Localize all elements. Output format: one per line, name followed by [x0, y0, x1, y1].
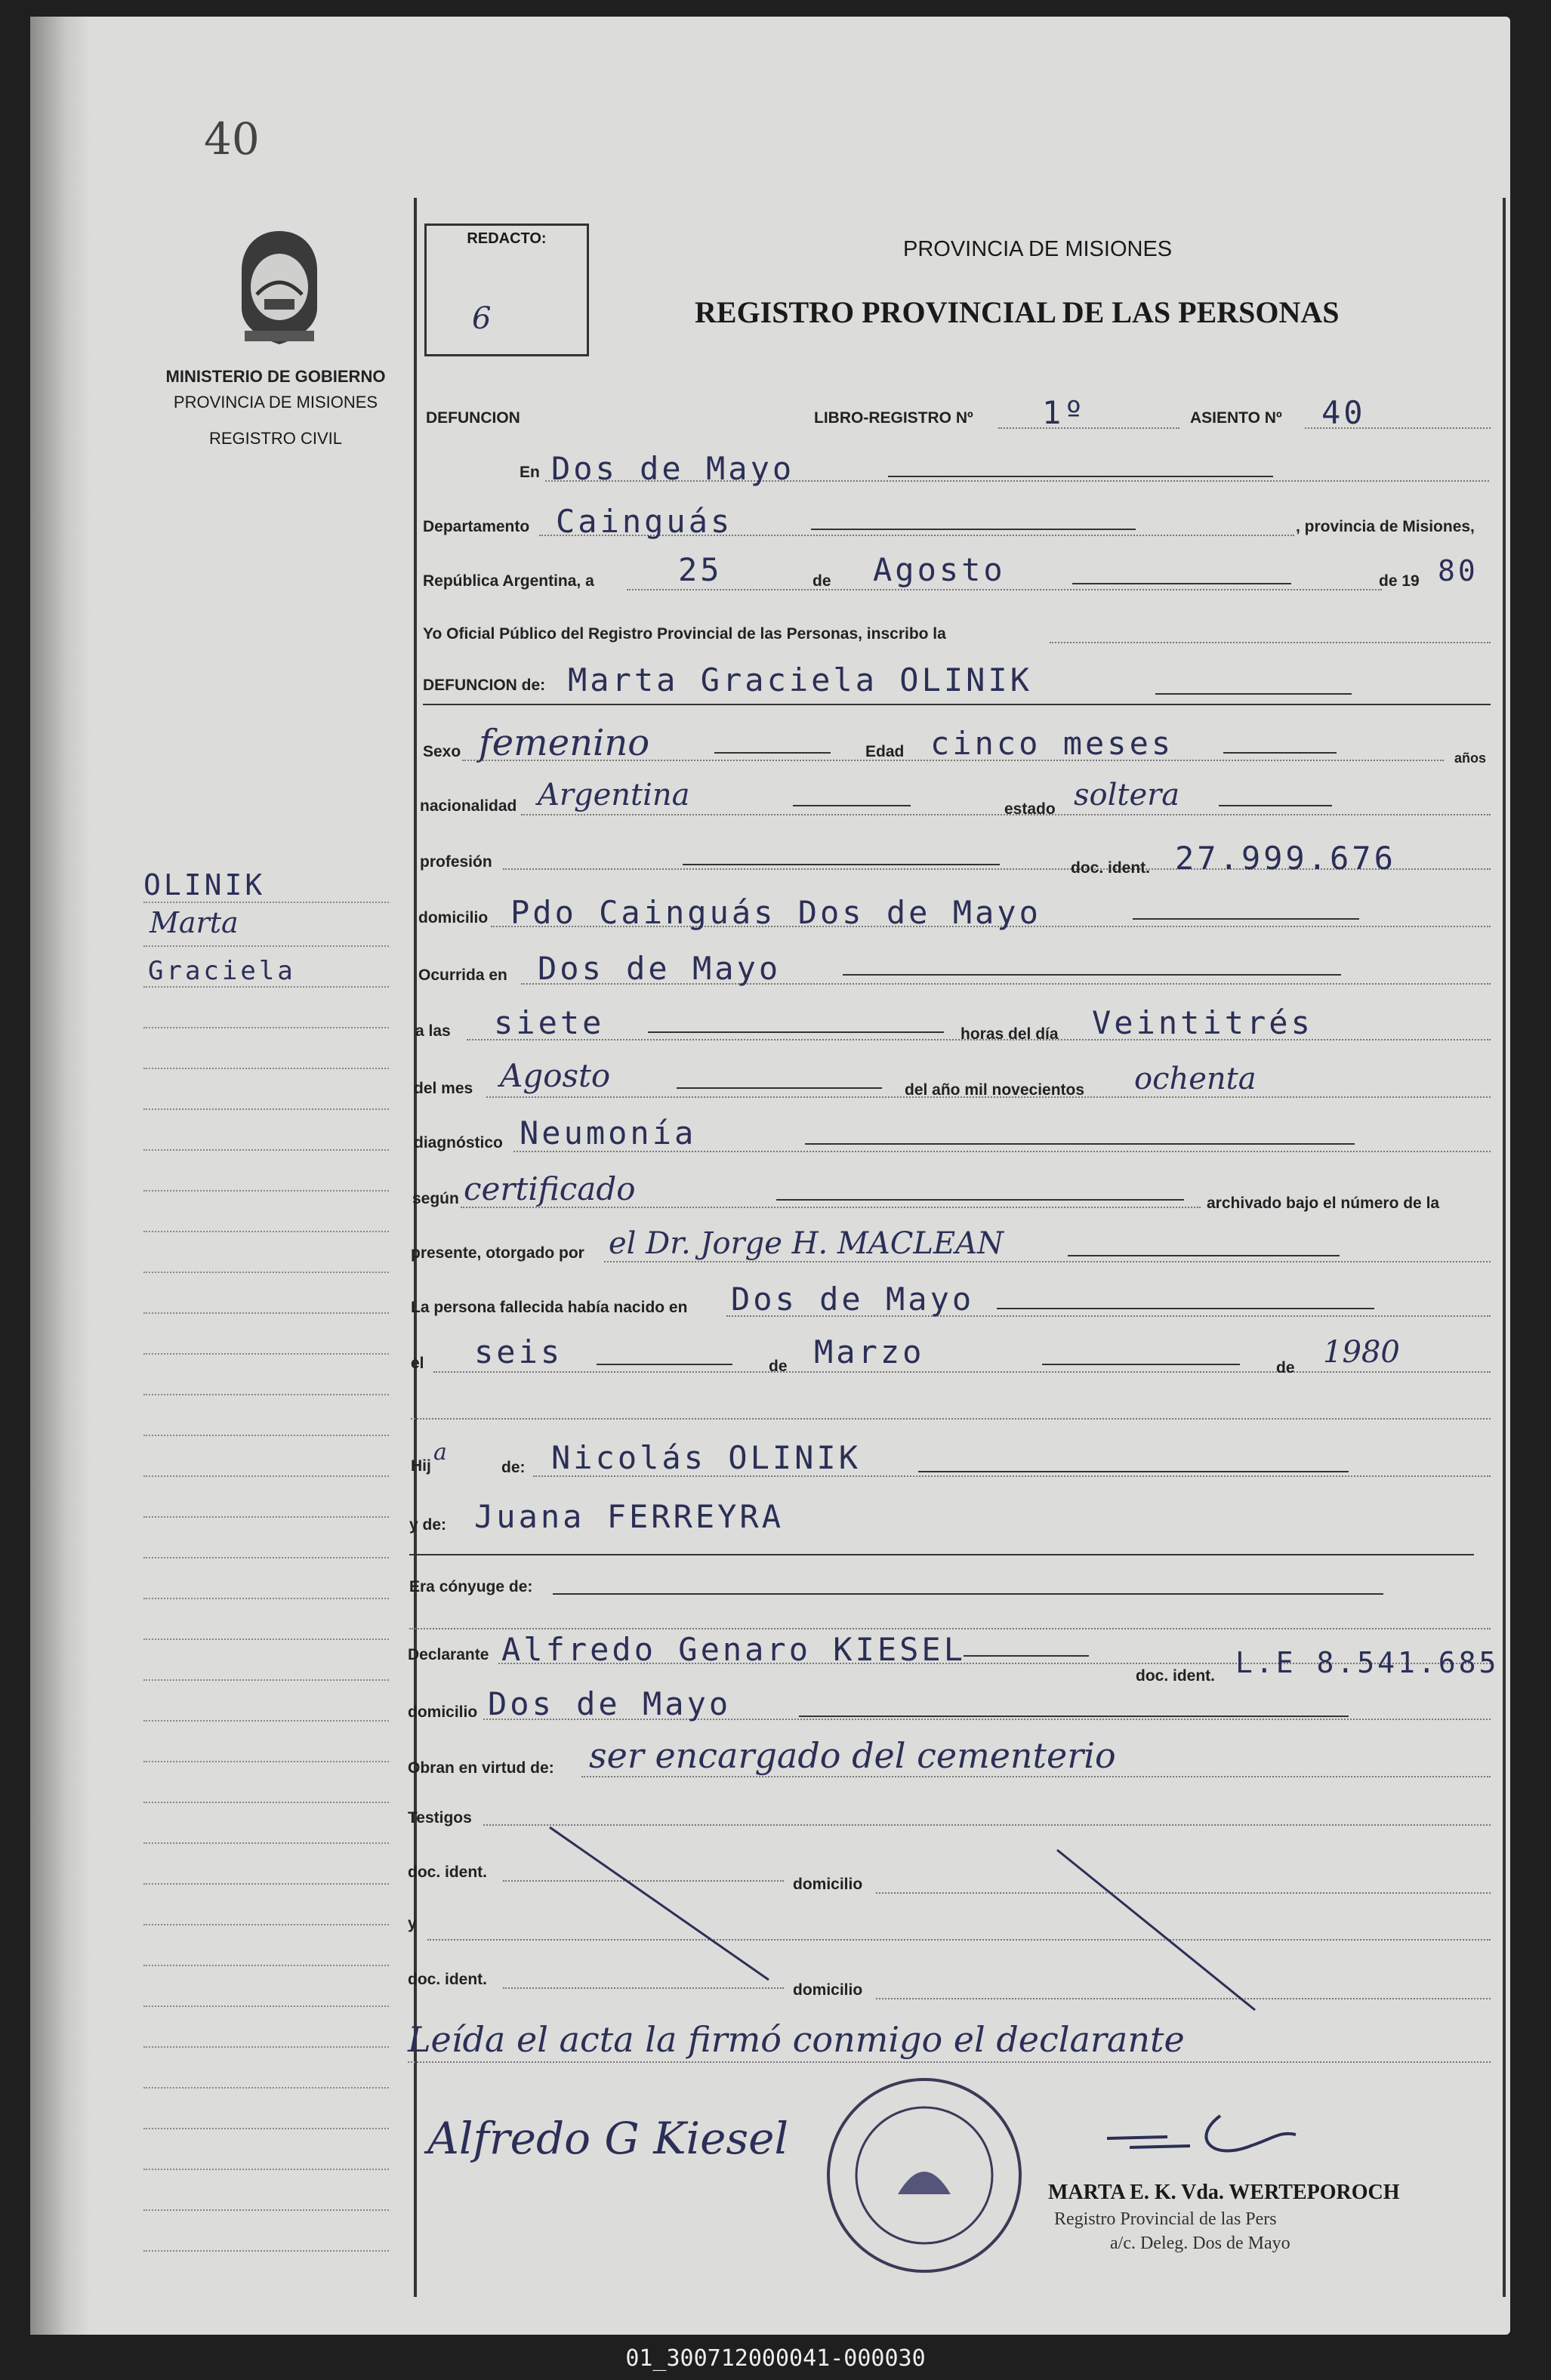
anio-value: 80	[1438, 554, 1479, 587]
segun-label: según	[412, 1190, 459, 1207]
edad-value: cinco meses	[930, 725, 1174, 762]
redacto-value: 6	[472, 301, 492, 336]
el-label: el	[411, 1355, 424, 1372]
margin-line	[143, 2128, 389, 2129]
a-las-dash	[648, 1031, 944, 1033]
libro-value: 1º	[1042, 394, 1087, 431]
de-mes-value: Marzo	[814, 1333, 925, 1370]
closing-statement: Leída el acta la firmó conmigo el declarante	[408, 2019, 1185, 2060]
en-label: En	[520, 464, 540, 481]
redacto-box	[424, 224, 589, 356]
nacido-dash	[997, 1308, 1374, 1309]
declarante-dash	[964, 1655, 1089, 1657]
defuncion-de-label: DEFUNCION de:	[423, 677, 546, 694]
margin-line	[143, 1353, 389, 1355]
madre-label: y de:	[409, 1516, 447, 1534]
mes-dash	[1072, 583, 1291, 584]
libro-label: LIBRO-REGISTRO Nº	[814, 409, 973, 427]
oficial-line	[1050, 642, 1491, 643]
margin-surname: OLINIK	[143, 868, 266, 902]
dia-letra-value: Veintitrés	[1092, 1004, 1313, 1041]
decl-domicilio-value: Dos de Mayo	[488, 1685, 732, 1722]
defuncion-de-value: Marta Graciela OLINIK	[568, 661, 1033, 698]
declarante-value: Alfredo Genaro KIESEL	[501, 1631, 967, 1668]
margin-line	[143, 1475, 389, 1477]
margin-line	[143, 2250, 389, 2252]
margin-line	[143, 1639, 389, 1640]
officer-signature	[1099, 2093, 1326, 2169]
binding-edge	[30, 17, 91, 2335]
diagnostico-label: diagnóstico	[414, 1134, 503, 1151]
departamento-dash	[811, 529, 1136, 530]
domicilio-value: Pdo Cainguás Dos de Mayo	[510, 894, 1041, 931]
officer-delegation: a/c. Deleg. Dos de Mayo	[1110, 2234, 1290, 2253]
margin-line	[143, 2046, 389, 2048]
hij-label: Hij	[411, 1457, 431, 1475]
republica-label: República Argentina, a	[423, 572, 594, 590]
declarante-doc-value: L.E 8.541.685	[1235, 1646, 1500, 1679]
defuncion-dash	[1155, 693, 1352, 695]
margin-line	[143, 2169, 389, 2170]
estado-dash	[1219, 805, 1332, 806]
en-dash	[888, 476, 1273, 477]
el-value: seis	[474, 1333, 563, 1370]
de-anio-label: de	[1276, 1359, 1295, 1377]
segun-value: certificado	[464, 1170, 636, 1207]
padre-value: Nicolás OLINIK	[551, 1439, 862, 1476]
officer-title: Registro Provincial de las Pers	[1054, 2209, 1277, 2229]
y-label: y	[408, 1915, 417, 1932]
testigo2-doc-label: doc. ident.	[408, 1971, 487, 1988]
margin-line	[143, 1720, 389, 1722]
stamp-emblem-icon	[830, 2081, 1019, 2270]
conyuge-label: Era cónyuge de:	[409, 1578, 533, 1595]
margin-line	[143, 1802, 389, 1803]
diagnostico-dash	[805, 1143, 1355, 1145]
margin-line	[143, 902, 389, 903]
asiento-label: ASIENTO Nº	[1190, 409, 1282, 427]
de-mes-dash	[1042, 1364, 1240, 1365]
decl-domicilio-label: domicilio	[408, 1703, 478, 1721]
testigos-cancel-strokes	[529, 1812, 1284, 2039]
a-las-value: siete	[494, 1004, 605, 1041]
margin-line	[143, 986, 389, 988]
page-number: 40	[204, 113, 260, 165]
profesion-label: profesión	[420, 853, 492, 871]
horas-label: horas del día	[961, 1025, 1059, 1043]
declarante-signature: Alfredo G Kiesel	[427, 2113, 789, 2164]
margin-line	[143, 1394, 389, 1395]
province-title: PROVINCIA DE MISIONES	[903, 237, 1173, 261]
de-mes-label: de	[769, 1358, 788, 1375]
margin-line	[143, 1557, 389, 1558]
margin-line	[143, 1679, 389, 1681]
asiento-value: 40	[1321, 394, 1366, 431]
de-anio-value: 1980	[1323, 1335, 1400, 1370]
margin-line	[143, 1598, 389, 1599]
decl-domicilio-dash	[799, 1716, 1349, 1717]
margin-line	[143, 2087, 389, 2089]
hij-suffix: a	[433, 1439, 447, 1466]
margin-line	[143, 1149, 389, 1151]
estado-value: soltera	[1074, 778, 1180, 812]
sexo-value: femenino	[479, 722, 650, 764]
margin-line	[143, 1027, 389, 1028]
margin-line	[143, 1924, 389, 1925]
madre-underline	[409, 1554, 1474, 1555]
del-mes-label: del mes	[414, 1080, 473, 1097]
en-value: Dos de Mayo	[551, 450, 795, 487]
testigos-label: Testigos	[408, 1809, 472, 1827]
obran-label: Obran en virtud de:	[408, 1759, 554, 1777]
margin-line	[143, 1965, 389, 1966]
profesion-dash	[683, 864, 1000, 865]
registry-line: REGISTRO CIVIL	[208, 429, 343, 448]
obran-line	[581, 1776, 1491, 1777]
registry-title: REGISTRO PROVINCIAL DE LAS PERSONAS	[695, 295, 1340, 329]
margin-line	[143, 1272, 389, 1273]
declarante-doc-label: doc. ident.	[1136, 1667, 1215, 1685]
nacionalidad-value: Argentina	[538, 778, 690, 812]
del-anio-label: del año mil novecientos	[905, 1081, 1085, 1099]
sexo-label: Sexo	[423, 743, 461, 760]
domicilio-dash	[1133, 918, 1359, 920]
defuncion-underline	[423, 704, 1491, 705]
redacto-label: REDACTO:	[467, 230, 547, 247]
edad-label: Edad	[865, 743, 905, 760]
nacido-value: Dos de Mayo	[731, 1281, 975, 1318]
libro-line	[998, 427, 1179, 429]
el-line	[433, 1371, 1491, 1373]
oficial-text: Yo Oficial Público del Registro Provincial de las Personas, inscribo la	[423, 625, 946, 643]
del-anio-value: ochenta	[1134, 1062, 1257, 1096]
del-mes-value: Agosto	[500, 1057, 611, 1094]
anio-label: de 19	[1379, 572, 1420, 590]
margin-line	[143, 1842, 389, 1844]
province-line: PROVINCIA DE MISIONES	[173, 393, 378, 412]
closing-line	[408, 2061, 1491, 2063]
margin-line	[143, 2005, 389, 2007]
margin-line	[143, 1068, 389, 1069]
estado-label: estado	[1004, 800, 1056, 818]
record-type-label: DEFUNCION	[426, 409, 520, 427]
departamento-label: Departamento	[423, 518, 530, 535]
margin-line	[143, 945, 389, 947]
presente-label: presente, otorgado por	[411, 1244, 584, 1262]
presente-line	[604, 1261, 1491, 1262]
ministry-line: MINISTERIO DE GOBIERNO	[165, 367, 386, 386]
departamento-value: Cainguás	[556, 503, 733, 540]
margin-line	[143, 1312, 389, 1314]
segun-dash	[776, 1199, 1184, 1201]
anios-label: años	[1454, 751, 1487, 766]
conyuge-dash	[553, 1593, 1383, 1595]
provincia-text: , provincia de Misiones,	[1296, 518, 1475, 535]
presente-value: el Dr. Jorge H. MACLEAN	[609, 1226, 1004, 1261]
mes-value: Agosto	[873, 551, 1006, 588]
ministry-header	[143, 367, 408, 449]
blank-line-1	[411, 1418, 1491, 1420]
dia-value: 25	[678, 551, 723, 588]
archivado-text: archivado bajo el número de la	[1207, 1195, 1440, 1212]
ocurrida-dash	[843, 974, 1341, 976]
margin-line	[143, 1190, 389, 1192]
margin-line	[143, 1231, 389, 1232]
sexo-dash	[714, 752, 831, 754]
coat-of-arms-icon	[227, 225, 332, 350]
el-dash	[597, 1364, 732, 1365]
edad-dash	[1223, 752, 1337, 754]
testigo1-doc-label: doc. ident.	[408, 1864, 487, 1881]
nacionalidad-dash	[793, 805, 911, 806]
margin-line	[143, 1761, 389, 1762]
domicilio-label: domicilio	[418, 909, 489, 926]
margin-first-name: Marta	[150, 906, 239, 939]
registry-stamp	[827, 2078, 1022, 2273]
testigo1-dom-label: domicilio	[793, 1876, 863, 1893]
diagnostico-value: Neumonía	[520, 1114, 697, 1151]
de-label: de	[813, 572, 831, 590]
doc-ident-value: 27.999.676	[1175, 840, 1396, 877]
a-las-label: a las	[415, 1022, 451, 1040]
testigo2-dom-label: domicilio	[793, 1981, 863, 1999]
obran-value: ser encargado del cementerio	[589, 1735, 1116, 1776]
del-mes-dash	[677, 1087, 882, 1089]
padre-dash	[918, 1471, 1349, 1472]
blank-line-2	[409, 1628, 1491, 1629]
scan-id-caption: 01_300712000041-000030	[0, 2337, 1551, 2380]
ocurrida-value: Dos de Mayo	[538, 950, 782, 987]
ocurrida-label: Ocurrida en	[418, 966, 507, 984]
declarante-label: Declarante	[408, 1646, 489, 1663]
nacido-label: La persona fallecida había nacido en	[411, 1299, 688, 1316]
nacionalidad-label: nacionalidad	[420, 797, 517, 815]
margin-line	[143, 2209, 389, 2211]
margin-line	[143, 1108, 389, 1110]
padre-label: de:	[501, 1459, 526, 1476]
margin-line	[143, 1883, 389, 1885]
officer-name: MARTA E. K. Vda. WERTEPOROCH	[1048, 2181, 1400, 2204]
margin-line	[143, 1435, 389, 1436]
doc-ident-label: doc. ident.	[1071, 859, 1150, 877]
vertical-divider-right	[1503, 198, 1506, 2297]
margin-middle-name: Graciela	[148, 956, 296, 986]
fecha-line	[627, 589, 1382, 590]
margin-line	[143, 1516, 389, 1518]
presente-dash	[1068, 1255, 1340, 1256]
madre-value: Juana FERREYRA	[474, 1498, 785, 1535]
